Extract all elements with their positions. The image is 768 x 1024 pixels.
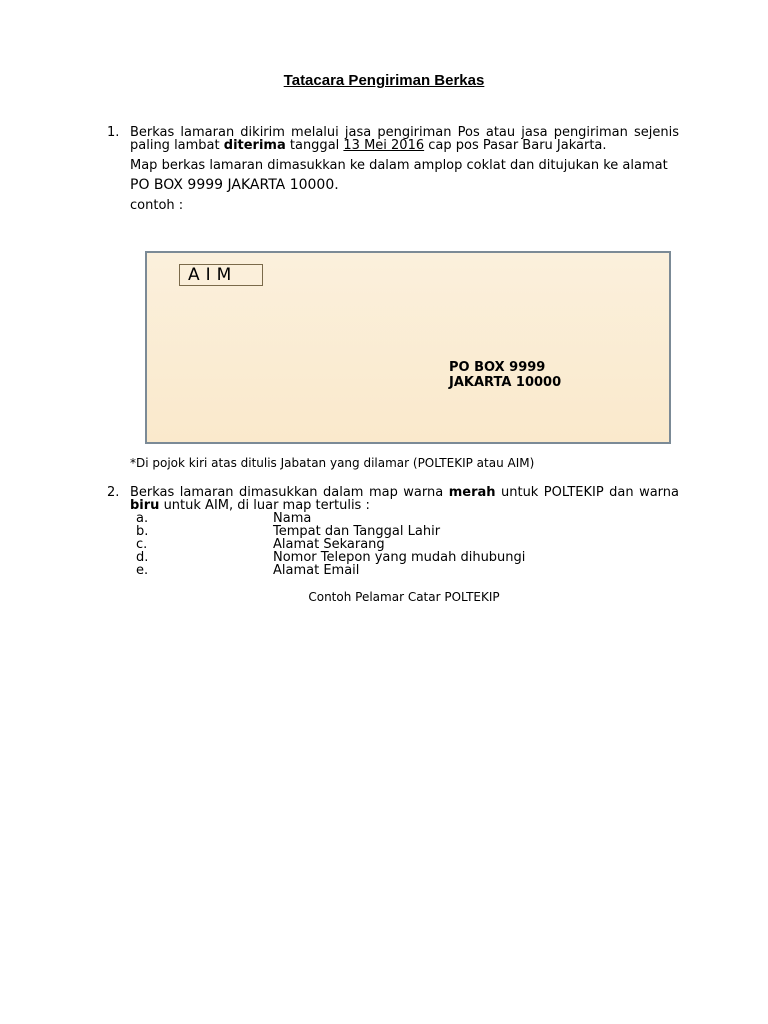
sub-item-text: Alamat Sekarang: [273, 537, 385, 552]
item-number: 1.: [107, 125, 120, 140]
bold-text: diterima: [223, 138, 286, 153]
po-box-text: PO BOX 9999 JAKARTA 10000: [130, 177, 335, 193]
text-run: tanggal: [285, 138, 344, 153]
text-run: Berkas lamaran dikirim melalui jasa pengiriman Pos atau jasa pengiriman sejenis paling lambat: [130, 125, 679, 153]
title-text: Tatacara Pengiriman Berkas: [283, 72, 485, 89]
bold-text: biru: [130, 498, 160, 513]
sub-item-letter: e.: [136, 563, 149, 578]
po-box-period: .: [334, 177, 339, 193]
document-title: [0, 72, 768, 89]
envelope-note: *Di pojok kiri atas ditulis Jabatan yang dilamar (POLTEKIP atau AIM): [130, 456, 535, 470]
item1-paragraph-1: [130, 126, 679, 152]
sub-list-item: [130, 564, 679, 577]
sub-item-text: Tempat dan Tanggal Lahir: [273, 524, 441, 539]
item1-paragraph-2: Map berkas lamaran dimasukkan ke dalam amplop coklat dan ditujukan ke alamat: [130, 158, 668, 173]
deadline-date: 13 Mei 2016: [343, 138, 425, 153]
envelope-position-label: AIM: [179, 264, 263, 286]
sub-item-letter: b.: [136, 524, 149, 539]
item2-paragraph: [130, 486, 679, 512]
sub-list: [130, 512, 679, 577]
item-number: 2.: [107, 485, 120, 500]
example-caption: Contoh Pelamar Catar POLTEKIP: [308, 590, 500, 604]
envelope-address-line-2: JAKARTA 10000: [449, 375, 562, 390]
sub-item-text: Alamat Email: [273, 563, 360, 578]
bold-text: merah: [448, 485, 496, 500]
text-run: untuk POLTEKIP dan warna: [495, 485, 679, 500]
example-label: contoh :: [130, 198, 184, 213]
envelope-address: [449, 360, 561, 390]
text-run: cap pos Pasar Baru Jakarta.: [424, 138, 607, 153]
sub-item-letter: a.: [136, 511, 149, 526]
list-item-1: [107, 126, 679, 212]
text-run: untuk AIM, di luar map tertulis :: [159, 498, 370, 513]
list-item-2: [107, 486, 679, 577]
sub-item-text: Nomor Telepon yang mudah dihubungi: [273, 550, 526, 565]
sub-item-text: Nama: [273, 511, 312, 526]
sub-item-letter: c.: [136, 537, 148, 552]
envelope-example: [145, 251, 671, 444]
sub-item-letter: d.: [136, 550, 149, 565]
po-box-address: [130, 179, 679, 192]
sub-list-item: [130, 525, 679, 538]
envelope-address-line-1: PO BOX 9999: [449, 360, 546, 375]
text-run: Berkas lamaran dimasukkan dalam map warna: [130, 485, 449, 500]
sub-list-item: [130, 551, 679, 564]
